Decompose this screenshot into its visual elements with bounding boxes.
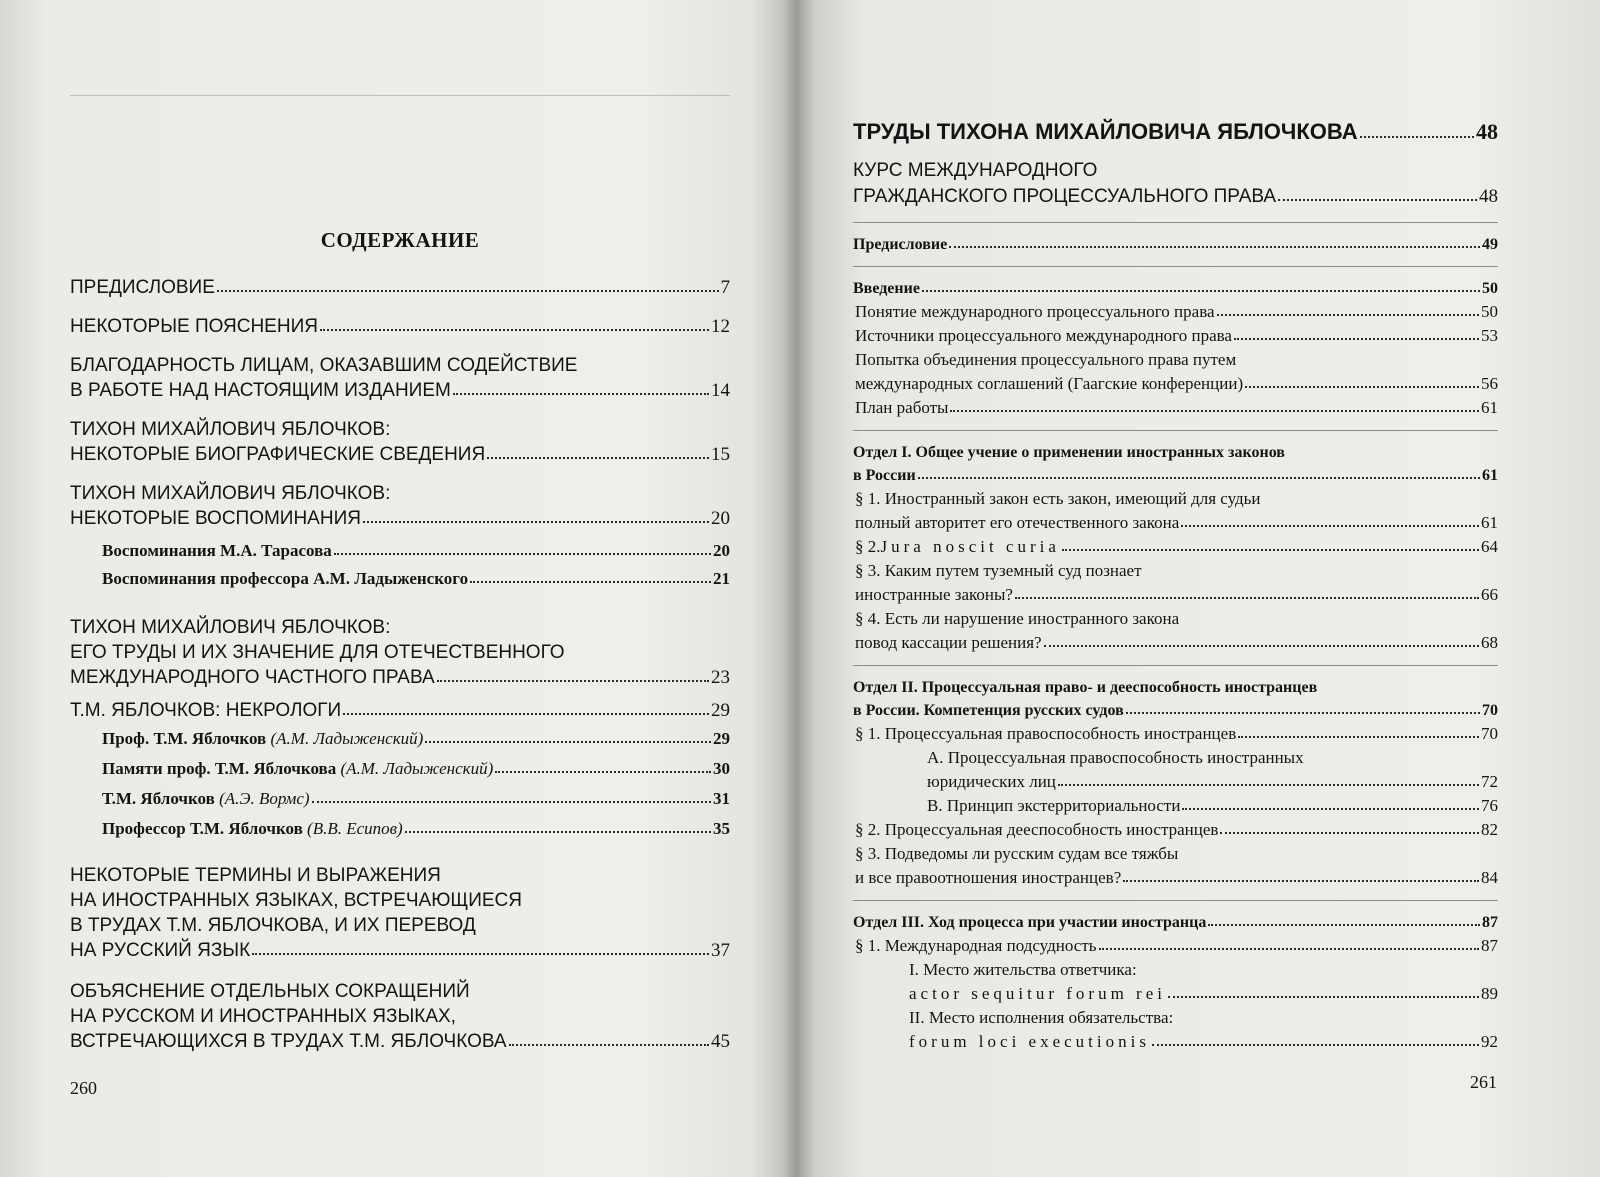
entry-line: Отдел I. Общее учение о применении иностранных законов — [853, 444, 1285, 461]
leader-dots — [1126, 701, 1480, 714]
right-page — [853, 118, 1498, 1054]
page-ref: 15 — [711, 444, 730, 465]
entry-row — [855, 511, 1498, 535]
entry-text: § 1. Процессуальная правоспособность иностранцев — [855, 724, 1237, 743]
leader-dots — [918, 466, 1480, 479]
leader-dots — [1217, 302, 1479, 316]
subentry-text — [102, 539, 332, 563]
section-2-item — [927, 746, 1498, 794]
entry-row — [70, 378, 730, 403]
page-ref: 92 — [1481, 1032, 1498, 1051]
leader-dots — [495, 759, 711, 773]
subentry-text — [102, 727, 423, 751]
toc-subentry — [102, 817, 730, 841]
subentry-text — [102, 787, 310, 811]
entry-text: международных соглашений (Гаагские конференции) — [855, 374, 1244, 393]
entry-row — [70, 275, 730, 300]
entry-text: иностранные законы? — [855, 585, 1013, 604]
subentry-title: Т.М. Яблочков — [102, 789, 220, 808]
entry-line: ТИХОН МИХАЙЛОВИЧ ЯБЛОЧКОВ: — [70, 419, 391, 440]
intro-item — [855, 324, 1498, 348]
page-ref: 14 — [711, 380, 730, 401]
entry-row — [853, 699, 1498, 722]
page-ref: 70 — [1482, 702, 1498, 719]
entry-text: В РАБОТЕ НАД НАСТОЯЩИМ ИЗДАНИЕМ — [70, 380, 451, 401]
toc-entry-works — [70, 615, 730, 690]
subentry-text — [102, 817, 403, 841]
entry-row — [855, 324, 1498, 348]
section-3-heading — [853, 911, 1498, 934]
entry-row — [855, 535, 1498, 559]
page-ref: 56 — [1481, 374, 1498, 393]
section-1-item — [855, 535, 1498, 559]
leader-dots — [453, 380, 709, 395]
leader-dots — [1278, 186, 1477, 201]
page-ref: 61 — [1482, 467, 1498, 484]
obituaries-block — [70, 727, 730, 841]
leader-dots — [1123, 868, 1479, 882]
intro-entry — [853, 277, 1498, 300]
entry-text: Введение — [853, 280, 920, 297]
entry-text: § 2. — [855, 537, 881, 556]
left-page-number: 260 — [70, 1078, 97, 1098]
divider — [853, 900, 1498, 901]
entry-text: МЕЖДУНАРОДНОГО ЧАСТНОГО ПРАВА — [70, 667, 435, 688]
entry-latin: Jura noscit curia — [880, 537, 1060, 556]
divider — [853, 665, 1498, 666]
entry-row — [70, 665, 730, 690]
entry-row — [855, 722, 1498, 746]
entry-text: План работы — [855, 398, 949, 417]
divider — [853, 430, 1498, 431]
page-ref: 37 — [711, 940, 730, 961]
entry-line: НЕКОТОРЫЕ ТЕРМИНЫ И ВЫРАЖЕНИЯ — [70, 865, 441, 886]
page-ref: 21 — [713, 569, 730, 588]
page-ref: 45 — [711, 1031, 730, 1052]
entry-text: Предисловие — [853, 236, 948, 253]
entry-line: ТИХОН МИХАЙЛОВИЧ ЯБЛОЧКОВ: — [70, 617, 391, 638]
leader-dots — [1168, 984, 1479, 998]
page-ref: 61 — [1481, 513, 1498, 532]
right-toc-entries — [853, 158, 1498, 1054]
page-ref: 53 — [1481, 326, 1498, 345]
entry-text: в России — [853, 467, 916, 484]
entry-latin: actor sequitur forum rei — [909, 984, 1166, 1003]
page-ref: 29 — [713, 729, 730, 748]
toc-entry — [70, 314, 730, 339]
works-heading: ТРУДЫ ТИХОНА МИХАЙЛОВИЧА ЯБЛОЧКОВА 48 — [853, 119, 1498, 144]
page-ref: 76 — [1481, 796, 1498, 815]
section-3-item — [855, 934, 1498, 958]
page-ref: 64 — [1481, 537, 1498, 556]
intro-item — [855, 300, 1498, 324]
entry-line: II. Место исполнения обязательства: — [909, 1008, 1174, 1027]
section-2-item — [855, 818, 1498, 842]
leader-dots — [320, 316, 709, 331]
entry-text: НА РУССКИЙ ЯЗЫК — [70, 940, 251, 961]
left-page — [70, 228, 730, 1068]
entry-line: ОБЪЯСНЕНИЕ ОТДЕЛЬНЫХ СОКРАЩЕНИЙ — [70, 981, 470, 1002]
subentry-title: Воспоминания М.А. Тарасова — [102, 541, 332, 560]
leader-dots — [1208, 913, 1480, 926]
entry-line: КУРС МЕЖДУНАРОДНОГО — [853, 160, 1098, 181]
page-ref: 30 — [713, 759, 730, 778]
leader-dots — [312, 789, 711, 803]
entry-row — [70, 506, 730, 531]
entry-text: ВСТРЕЧАЮЩИХСЯ В ТРУДАХ Т.М. ЯБЛОЧКОВА — [70, 1031, 507, 1052]
entry-text: юридических лиц — [927, 772, 1056, 791]
entry-line: § 3. Каким путем туземный суд познает — [855, 561, 1142, 580]
leader-dots — [252, 940, 709, 955]
entry-line: § 4. Есть ли нарушение иностранного закона — [855, 609, 1180, 628]
toc-subentry — [102, 567, 730, 591]
entry-row — [70, 442, 730, 467]
entry-row — [909, 982, 1498, 1006]
entry-row — [927, 794, 1498, 818]
page-ref: 48 — [1479, 186, 1498, 207]
leader-dots — [922, 279, 1480, 292]
leader-dots — [1181, 513, 1479, 527]
entry-row — [855, 583, 1498, 607]
page-ref: 87 — [1482, 914, 1498, 931]
entry-row — [70, 938, 730, 963]
entry-line: § 1. Иностранный закон есть закон, имеющий для судьи — [855, 489, 1261, 508]
entry-text: НЕКОТОРЫЕ ПОЯСНЕНИЯ — [70, 316, 318, 337]
subentry-title: Профессор Т.М. Яблочков — [102, 819, 308, 838]
entry-text: В. Принцип экстерриториальности — [927, 796, 1181, 815]
section-2-heading — [853, 676, 1498, 722]
divider — [853, 222, 1498, 223]
entry-line: А. Процессуальная правоспособность иностранных — [927, 748, 1304, 767]
entry-row — [70, 698, 730, 723]
entry-row — [855, 396, 1498, 420]
leader-dots — [1238, 724, 1479, 738]
leader-dots — [343, 700, 709, 715]
toc-entry-abbreviations — [70, 979, 730, 1054]
entry-text: и все правоотношения иностранцев? — [855, 868, 1122, 887]
toc-subentry — [102, 539, 730, 563]
subentry-author: (В.В. Есипов) — [307, 819, 403, 838]
subentry-author: (А.М. Ладыженский) — [270, 729, 424, 748]
entry-line: Отдел II. Процессуальная право- и дееспособность иностранцев — [853, 679, 1318, 696]
leader-dots — [1245, 374, 1479, 388]
subentry-title: Памяти проф. Т.М. Яблочкова — [102, 759, 341, 778]
entry-text: полный авторитет его отечественного закона — [855, 513, 1180, 532]
page-ref: 89 — [1481, 984, 1498, 1003]
section-3-item — [909, 958, 1498, 1006]
show-through-header — [70, 74, 730, 96]
leader-dots — [425, 729, 711, 743]
left-toc-entries — [70, 275, 730, 1054]
leader-dots — [1152, 1032, 1479, 1046]
page-ref: 87 — [1481, 936, 1498, 955]
section-1-item — [855, 487, 1498, 535]
leader-dots — [1062, 537, 1479, 551]
leader-dots — [1182, 796, 1479, 810]
entry-row — [927, 770, 1498, 794]
entry-text: НЕКОТОРЫЕ БИОГРАФИЧЕСКИЕ СВЕДЕНИЯ — [70, 444, 486, 465]
memoirs-block — [70, 539, 730, 591]
entry-latin: forum loci executionis — [909, 1032, 1150, 1051]
leader-dots — [437, 667, 709, 682]
leader-dots — [470, 569, 711, 583]
toc-entry — [70, 481, 730, 531]
entry-row — [855, 300, 1498, 324]
entry-row — [855, 631, 1498, 655]
preface-entry — [853, 233, 1498, 256]
leader-dots — [1234, 326, 1479, 340]
book-gutter — [784, 0, 814, 1177]
section-1-item — [855, 559, 1498, 607]
leader-dots — [487, 444, 709, 459]
toc-entry — [70, 417, 730, 467]
entry-text: НЕКОТОРЫЕ ВОСПОМИНАНИЯ — [70, 508, 361, 529]
section-2-item — [855, 842, 1498, 890]
toc-entry — [70, 353, 730, 403]
page-ref: 61 — [1481, 398, 1498, 417]
leader-dots — [1220, 820, 1479, 834]
entry-row — [70, 314, 730, 339]
section-2-item — [927, 794, 1498, 818]
page-ref: 7 — [720, 277, 730, 298]
entry-line: ЕГО ТРУДЫ И ИХ ЗНАЧЕНИЕ ДЛЯ ОТЕЧЕСТВЕННОГО — [70, 642, 565, 663]
entry-line: БЛАГОДАРНОСТЬ ЛИЦАМ, ОКАЗАВШИМ СОДЕЙСТВИЕ — [70, 355, 578, 376]
entry-row — [909, 1030, 1498, 1054]
toc-subentry — [102, 727, 730, 751]
page-ref: 35 — [713, 819, 730, 838]
entry-text: Т.М. ЯБЛОЧКОВ: НЕКРОЛОГИ — [70, 700, 342, 721]
entry-row — [855, 818, 1498, 842]
entry-text: Отдел III. Ход процесса при участии иностранца — [853, 914, 1207, 931]
entry-text: Понятие международного процессуального права — [855, 302, 1215, 321]
entry-line: I. Место жительства ответчика: — [909, 960, 1137, 979]
toc-subentry — [102, 787, 730, 811]
leader-dots — [363, 508, 709, 523]
page-ref: 66 — [1481, 585, 1498, 604]
leader-dots — [1099, 936, 1479, 950]
leader-dots — [1015, 585, 1479, 599]
toc-title: СОДЕРЖАНИЕ — [320, 228, 480, 252]
section-1-heading — [853, 441, 1498, 487]
entry-line: В ТРУДАХ Т.М. ЯБЛОЧКОВА, И ИХ ПЕРЕВОД — [70, 915, 476, 936]
page-ref: 12 — [711, 316, 730, 337]
entry-text: ГРАЖДАНСКОГО ПРОЦЕССУАЛЬНОГО ПРАВА — [853, 186, 1277, 207]
page-ref: 70 — [1481, 724, 1498, 743]
page-ref: 72 — [1481, 772, 1498, 791]
page-ref: 20 — [713, 541, 730, 560]
section-3-item — [909, 1006, 1498, 1054]
entry-text: Источники процессуального международного права — [855, 326, 1232, 345]
entry-row — [855, 372, 1498, 396]
entry-text: ПРЕДИСЛОВИЕ — [70, 277, 215, 298]
subentry-title: Проф. Т.М. Яблочков — [102, 729, 271, 748]
leader-dots — [334, 541, 711, 555]
page-ref: 84 — [1481, 868, 1498, 887]
toc-entry — [70, 275, 730, 300]
leader-dots — [1058, 772, 1479, 786]
subentry-text — [102, 567, 468, 591]
entry-line: § 3. Подведомы ли русским судам все тяжбы — [855, 844, 1179, 863]
entry-row — [853, 911, 1498, 934]
leader-dots — [949, 235, 1480, 248]
page-ref: 23 — [711, 667, 730, 688]
entry-row — [853, 184, 1498, 210]
toc-entry-obituaries — [70, 698, 730, 723]
entry-text: § 1. Международная подсудность — [855, 936, 1097, 955]
entry-text: в России. Компетенция русских судов — [853, 702, 1124, 719]
leader-dots — [217, 277, 719, 292]
course-heading — [853, 158, 1498, 210]
leader-dots — [509, 1031, 709, 1046]
leader-dots — [1044, 633, 1479, 647]
entry-text: § 2. Процессуальная дееспособность иностранцев — [855, 820, 1219, 839]
subentry-title: Воспоминания профессора А.М. Ладыженского — [102, 569, 469, 588]
right-page-number: 261 — [1470, 1072, 1497, 1092]
subentry-author: (А.М. Ладыженский) — [340, 759, 494, 778]
section-1-item — [855, 607, 1498, 655]
entry-line: НА ИНОСТРАННЫХ ЯЗЫКАХ, ВСТРЕЧАЮЩИЕСЯ — [70, 890, 523, 911]
entry-row — [855, 934, 1498, 958]
leader-dots — [405, 819, 711, 833]
entry-line: Попытка объединения процессуального права путем — [855, 350, 1237, 369]
page-ref: 50 — [1482, 280, 1498, 297]
subentry-author: (А.Э. Вормс) — [219, 789, 310, 808]
page-ref: 82 — [1481, 820, 1498, 839]
subentry-text — [102, 757, 493, 781]
divider — [853, 266, 1498, 267]
page-ref: 20 — [711, 508, 730, 529]
leader-dots — [950, 398, 1479, 412]
entry-row — [853, 464, 1498, 487]
entry-line: НА РУССКОМ И ИНОСТРАННЫХ ЯЗЫКАХ, — [70, 1006, 456, 1027]
entry-text: повод кассации решения? — [855, 633, 1042, 652]
section-2-item — [855, 722, 1498, 746]
toc-entry-terms — [70, 863, 730, 963]
intro-item — [855, 348, 1498, 396]
page-ref: 49 — [1482, 236, 1498, 253]
entry-row — [855, 866, 1498, 890]
entry-row — [70, 1029, 730, 1054]
toc-subentry — [102, 757, 730, 781]
page-ref: 50 — [1481, 302, 1498, 321]
page-ref: 31 — [713, 789, 730, 808]
page-ref: 29 — [711, 700, 730, 721]
intro-item — [855, 396, 1498, 420]
entry-line: ТИХОН МИХАЙЛОВИЧ ЯБЛОЧКОВ: — [70, 483, 391, 504]
page-ref: 68 — [1481, 633, 1498, 652]
